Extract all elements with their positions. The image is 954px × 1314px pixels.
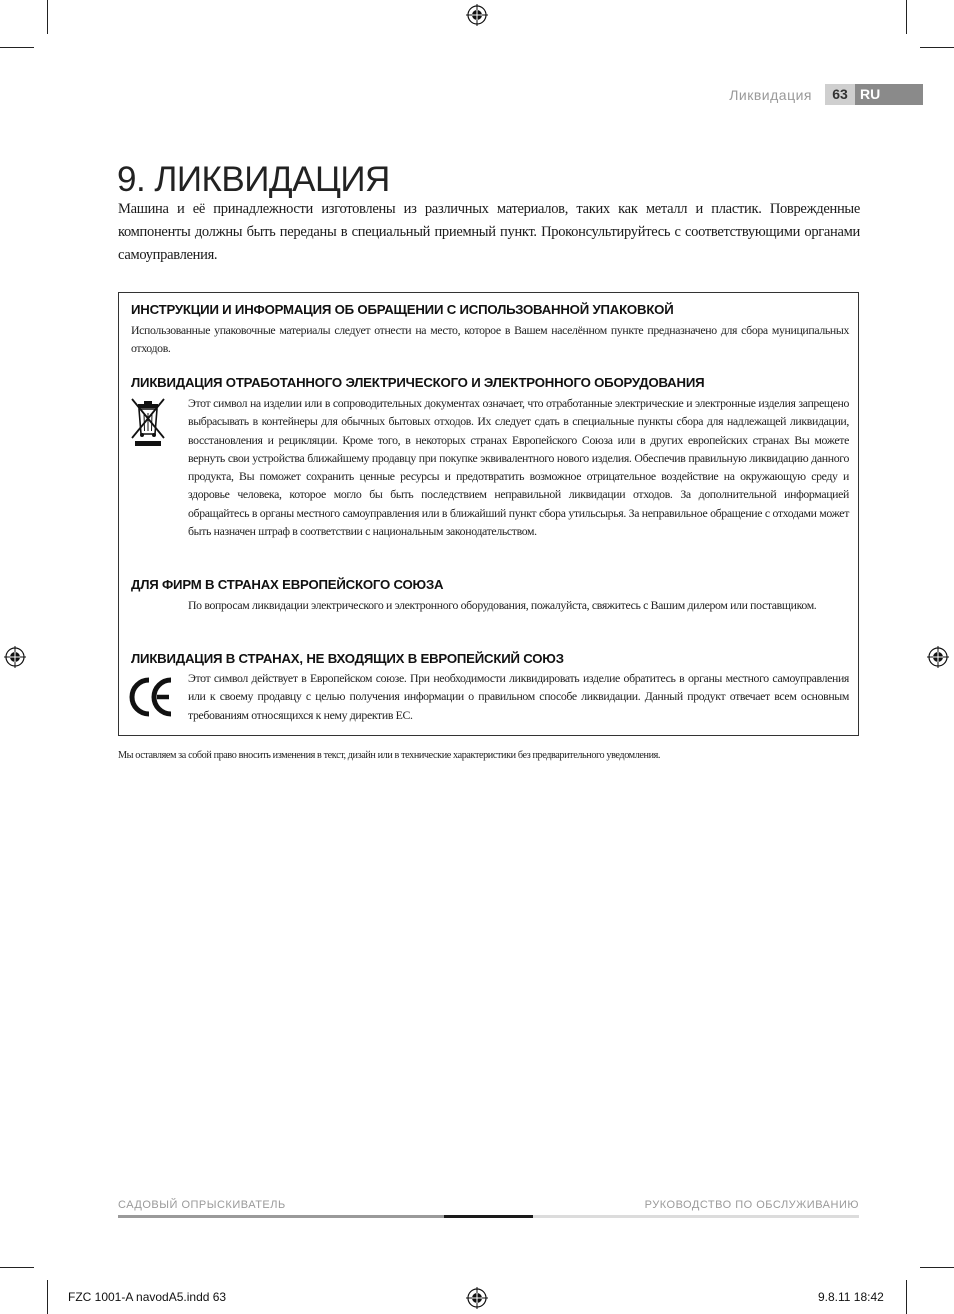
disclaimer: Мы оставляем за собой право вносить изменения в текст, дизайн или в технические характеристики без предварительного уведомления. — [118, 750, 661, 761]
footer-manual-title: РУКОВОДСТВО ПО ОБСЛУЖИВАНИЮ — [644, 1199, 859, 1211]
crop-mark — [47, 1280, 48, 1314]
registration-mark-icon — [466, 4, 488, 26]
ce-mark-icon — [129, 676, 173, 718]
section-heading-non-eu: ЛИКВИДАЦИЯ В СТРАНАХ, НЕ ВХОДЯЩИХ В ЕВРОПЕЙСКИЙ СОЮЗ — [131, 651, 564, 666]
page-title: 9. ЛИКВИДАЦИЯ — [117, 160, 390, 199]
registration-mark-icon — [4, 646, 26, 668]
registration-mark-icon — [466, 1287, 488, 1309]
registration-mark-icon — [927, 646, 949, 668]
crop-mark — [906, 1280, 907, 1314]
slug-file-info: FZC 1001-A navodA5.indd 63 — [68, 1290, 227, 1304]
page-number: 63 — [825, 84, 855, 105]
section-text-packaging: Использованные упаковочные материалы следует отнести на место, которое в Вашем населённом пункте предназначено для сбора муниципальных отходов. — [131, 323, 849, 356]
crop-mark — [0, 1267, 34, 1268]
slug-date: 9.8.11 18:42 — [818, 1290, 884, 1304]
crossed-out-wheelie-bin-icon — [129, 396, 167, 448]
intro-paragraph: Машина и её принадлежности изготовлены из различных материалов, таких как металл и пластик. Поврежденные компоненты должны быть переданы в специальный приемный пункт. Проконсультируйтесь с соответствующими органами самоуправления. — [118, 201, 860, 263]
footer-rule — [533, 1215, 859, 1218]
section-text-non-eu: Этот символ действует в Европейском союзе. При необходимости ликвидировать изделие обратитесь в органы местного самоуправления или к своему продавцу с целью получения информации о правильном способе ликвидации. Данный продукт отвечает всем основным требованиям относящихся к нему директив ЕС. — [188, 671, 849, 722]
crop-mark — [920, 1267, 954, 1268]
crop-mark — [906, 0, 907, 34]
section-heading-weee: ЛИКВИДАЦИЯ ОТРАБОТАННОГО ЭЛЕКТРИЧЕСКОГО И ЭЛЕКТРОННОГО ОБОРУДОВАНИЯ — [131, 375, 705, 390]
crop-mark — [920, 47, 954, 48]
crop-mark — [0, 47, 34, 48]
footer-product-name: САДОВЫЙ ОПРЫСКИВАТЕЛЬ — [118, 1199, 286, 1211]
disposal-info-box — [118, 292, 859, 736]
section-text-eu-business: По вопросам ликвидации электрического и электронного оборудования, пожалуйста, свяжитесь с Вашим дилером или поставщиком. — [188, 598, 817, 612]
section-heading-packaging: ИНСТРУКЦИИ И ИНФОРМАЦИЯ ОБ ОБРАЩЕНИИ С ИСПОЛЬЗОВАННОЙ УПАКОВКОЙ — [131, 302, 674, 317]
footer-rule — [444, 1215, 533, 1218]
footer-rule — [118, 1215, 444, 1218]
section-text-weee: Этот символ на изделии или в сопроводительных документах означает, что отработанные электрические и электронные изделия запрещено выбрасывать в контейнеры для обычных бытовых отходов. Их следует сдать в специальные пункты сбора для надлежащей ликвидации, восстановления и рецикляции. Кроме того, в некоторых странах Европейского Союза или в других европейских странах Вы можете вернуть свои устройства ближайшему продавцу при покупке эквивалентного нового изделия. Обеспечив правильную ликвидацию данного продукта, Вы поможет сохранить ценные ресурсы и предотвратить возможное отрицательное воздействие на окружающую среду и здоровье человека, которое могло бы быть последствием неправильной ликвидации отходов. За дополнительной информацией обращайтесь в органы местного самоуправления или в ближайший пункт сбора утильсырья. За неправильное обращение с отходами может быть назначен штраф в соответствии с национальным законодательством. — [188, 396, 849, 539]
header-section-title: Ликвидация — [729, 87, 812, 103]
language-tab: RU — [855, 84, 923, 105]
section-heading-eu-business: ДЛЯ ФИРМ В СТРАНАХ ЕВРОПЕЙСКОГО СОЮЗА — [131, 577, 444, 592]
crop-mark — [47, 0, 48, 34]
